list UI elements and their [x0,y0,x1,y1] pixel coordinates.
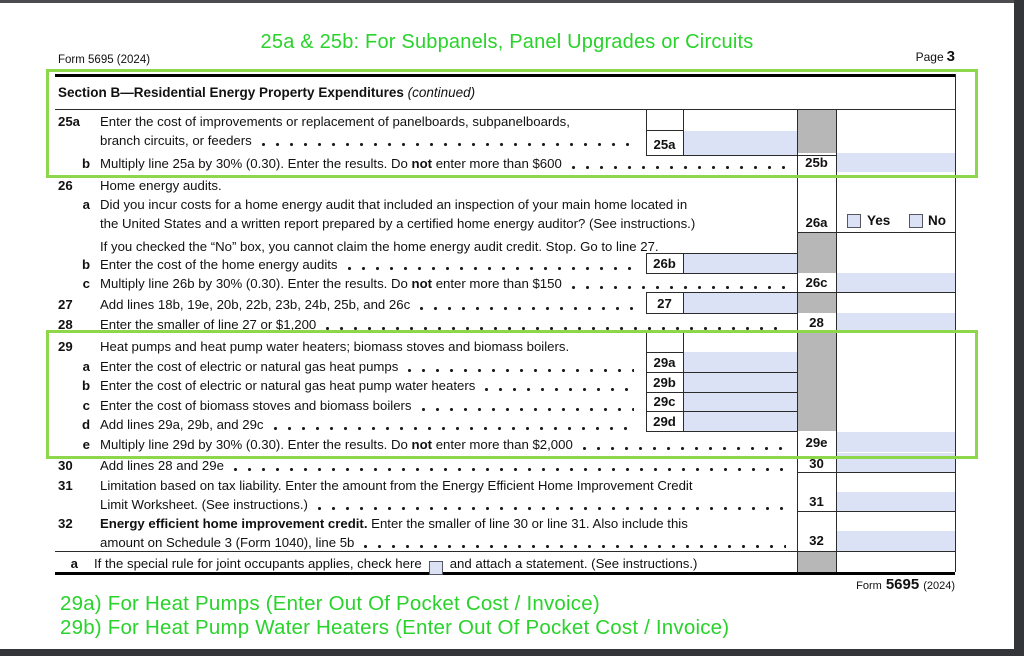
shaded-cell [798,110,836,153]
table-line [836,109,837,572]
line-26a-text1: Did you incur costs for a home energy audit that included an inspection of your main home located in [100,197,688,212]
line-25b-tag: 25b [805,155,828,170]
form-row-29b [100,376,640,395]
form-row-28 [100,315,792,334]
form-row-25a-line2 [100,131,640,150]
form-row-29d [100,415,640,434]
line-25b-input[interactable] [837,153,955,172]
form-row-26a-line2 [100,214,796,233]
annotation-note-29b: 29b) For Heat Pump Water Heaters (Enter Out Of Pocket Cost / Invoice) [60,616,730,639]
line-26a-text2: the United States and a written report prepared by a certified home energy auditor? (See instructions.) [100,216,696,231]
table-line [646,431,797,432]
form-row-32-line2 [100,533,792,552]
line-26b-input[interactable] [684,254,797,273]
form-row-31-line1 [100,476,792,495]
line-31-tag: 31 [809,494,824,509]
line-29e-number: e [82,437,90,452]
shaded-cell [798,293,836,313]
line-26c-input[interactable] [837,273,955,292]
page-indicator [916,48,955,65]
dotted-leader [348,267,634,270]
form-row-29c [100,396,640,415]
line-30-text: Add lines 28 and 29e [100,458,224,473]
dotted-leader [408,369,634,372]
screen-edge-bottom [0,649,1024,656]
line-26b-text: Enter the cost of the home energy audits [100,257,338,272]
line-26b-tag: 26b [653,256,676,271]
table-line [55,109,955,110]
line-25a-input[interactable] [684,131,797,155]
audit-yes-label: Yes [867,213,891,228]
section-b-continued: (continued) [407,85,476,100]
table-line [683,253,684,273]
page-label: Page [915,50,944,64]
table-line [797,232,955,233]
dotted-leader [234,468,786,471]
line-29d-tag: 29d [653,414,676,429]
form-id-header: Form 5695 (2024) [58,54,151,66]
line-29b-input[interactable] [684,372,797,392]
line-29-text: Heat pumps and heat pump water heaters; biomass stoves and biomass boilers. [100,339,570,354]
line-25b-text: Multiply line 25a by 30% (0.30). Enter the results. Do not enter more than $600 [100,156,562,171]
line-29b-number: b [81,378,90,393]
line-32-tag: 32 [809,533,824,548]
line-29-number: 29 [58,339,73,354]
table-line [683,332,684,431]
dotted-leader [262,143,634,146]
line-29e-tag: 29e [805,435,828,450]
form-row-26a-line1 [100,195,796,214]
line-29d-number: d [81,417,90,432]
table-border-top [55,74,955,77]
line-29c-input[interactable] [684,392,797,411]
form-row-26c [100,274,792,293]
line-26a-tag: 26a [805,215,828,230]
dotted-leader [420,307,634,310]
line-30-tag: 30 [809,456,824,471]
line-27-input[interactable] [684,293,797,313]
line-28-input[interactable] [837,313,955,332]
line-25a-text1: Enter the cost of improvements or replacement of panelboards, subpanelboards, [100,114,570,129]
section-b-title-text: Section B—Residential Energy Property Expenditures [58,85,404,100]
line-31-text1: Limitation based on tax liability. Enter the amount from the Energy Efficient Home Improvement Credit [100,478,693,493]
form-id-footer [856,576,955,593]
shaded-cell [798,552,836,572]
line-26c-tag: 26c [805,275,828,290]
line-26-number: 26 [58,178,73,193]
form-row-30 [100,456,792,475]
form-row-27 [100,295,640,314]
table-line [646,130,683,131]
line-25a-number: 25a [58,114,81,129]
line-32a-number: a [70,556,78,571]
line-29d-input[interactable] [684,411,797,431]
line-26-text: Home energy audits. [100,178,222,193]
line-25a-text2: branch circuits, or feeders [100,133,252,148]
line-32-input[interactable] [837,531,955,551]
line-27-tag: 27 [657,296,672,311]
dotted-leader [572,166,786,169]
shaded-cell [798,233,836,273]
line-29c-text: Enter the cost of biomass stoves and biomass boilers [100,398,412,413]
line-25b-number: b [81,156,90,171]
line-29a-tag: 29a [653,355,676,370]
dotted-leader [572,286,786,289]
line-26c-text: Multiply line 26b by 30% (0.30). Enter the results. Do not enter more than $150 [100,276,562,291]
annotation-title-25: 25a & 25b: For Subpanels, Panel Upgrades or Circuits [260,31,754,53]
dotted-leader [364,545,786,548]
form-row-32-line1 [100,514,792,533]
form-row-29e [100,435,792,454]
form-row-29 [100,337,640,356]
dotted-leader [583,447,786,450]
dotted-leader [274,427,634,430]
form-note-26 [100,237,796,256]
screen-edge-right [1014,0,1024,656]
line-26b-number: b [81,257,90,272]
line-29c-tag: 29c [653,394,676,409]
form-row-25b [100,154,792,173]
line-26c-number: c [82,276,90,291]
audit-no-label: No [928,213,946,228]
line-32-text1: Energy efficient home improvement credit. Enter the smaller of line 30 or line 31. Also include this [100,516,688,531]
line-28-text: Enter the smaller of line 27 or $1,200 [100,317,317,332]
line-31-number: 31 [58,478,73,493]
line-29c-number: c [82,398,90,413]
page-number: 3 [946,48,955,65]
dotted-leader [326,327,786,330]
audit-yes-checkbox[interactable] [847,214,861,228]
section-b-title [58,85,475,100]
dotted-leader [318,507,786,510]
line-26a-number: a [82,197,90,212]
form-row-26b [100,255,640,274]
form-row-31-line2 [100,495,792,514]
form-row-32a [94,554,794,573]
annotation-note-29a: 29a) For Heat Pumps (Enter Out Of Pocket Cost / Invoice) [60,592,600,615]
line-32a-text-pre: If the special rule for joint occupants applies, check here [94,556,422,571]
line-32a-text-post: and attach a statement. (See instructions.) [449,556,698,571]
joint-occupants-checkbox[interactable] [429,561,443,575]
footer-form-word: Form [856,580,882,592]
line-27-text: Add lines 18b, 19e, 20b, 22b, 23b, 24b, 25b, and 26c [100,297,411,312]
line-29b-text: Enter the cost of electric or natural gas heat pump water heaters [100,378,476,393]
line-27-number: 27 [58,297,73,312]
line-32-number: 32 [58,516,73,531]
screen-edge-top [0,0,1024,3]
dotted-leader [422,408,634,411]
footer-form-year: (2024) [923,580,955,592]
audit-no-checkbox[interactable] [909,214,923,228]
table-line [797,511,955,512]
form-row-26 [100,176,640,195]
line-28-number: 28 [58,317,73,332]
line-29e-text: Multiply line 29d by 30% (0.30). Enter the results. Do not enter more than $2,000 [100,437,573,452]
line-29d-text: Add lines 29a, 29b, and 29c [100,417,264,432]
shaded-cell [798,333,836,431]
line-29a-input[interactable] [684,352,797,372]
table-line [955,74,956,572]
line-29a-text: Enter the cost of electric or natural gas heat pumps [100,359,399,374]
footer-form-number: 5695 [885,576,920,593]
line-28-tag: 28 [809,315,824,330]
line-30-input[interactable] [837,453,955,472]
line-31-text2: Limit Worksheet. (See instructions.) [100,497,308,512]
line-29a-number: a [82,359,90,374]
line-30-number: 30 [58,458,73,473]
dotted-leader [485,388,634,391]
line-31-input[interactable] [837,492,955,511]
form-row-25a-line1 [100,112,640,131]
table-line [683,109,684,155]
line-32-text2: amount on Schedule 3 (Form 1040), line 5b [100,535,355,550]
line-25a-tag: 25a [653,137,676,152]
line-29b-tag: 29b [653,375,676,390]
line-29e-input[interactable] [837,432,955,452]
form-row-29a [100,357,640,376]
table-line [646,313,797,314]
note-26-text: If you checked the “No” box, you cannot claim the home energy audit credit. Stop. Go to line 27. [100,239,659,254]
table-line [683,292,684,313]
